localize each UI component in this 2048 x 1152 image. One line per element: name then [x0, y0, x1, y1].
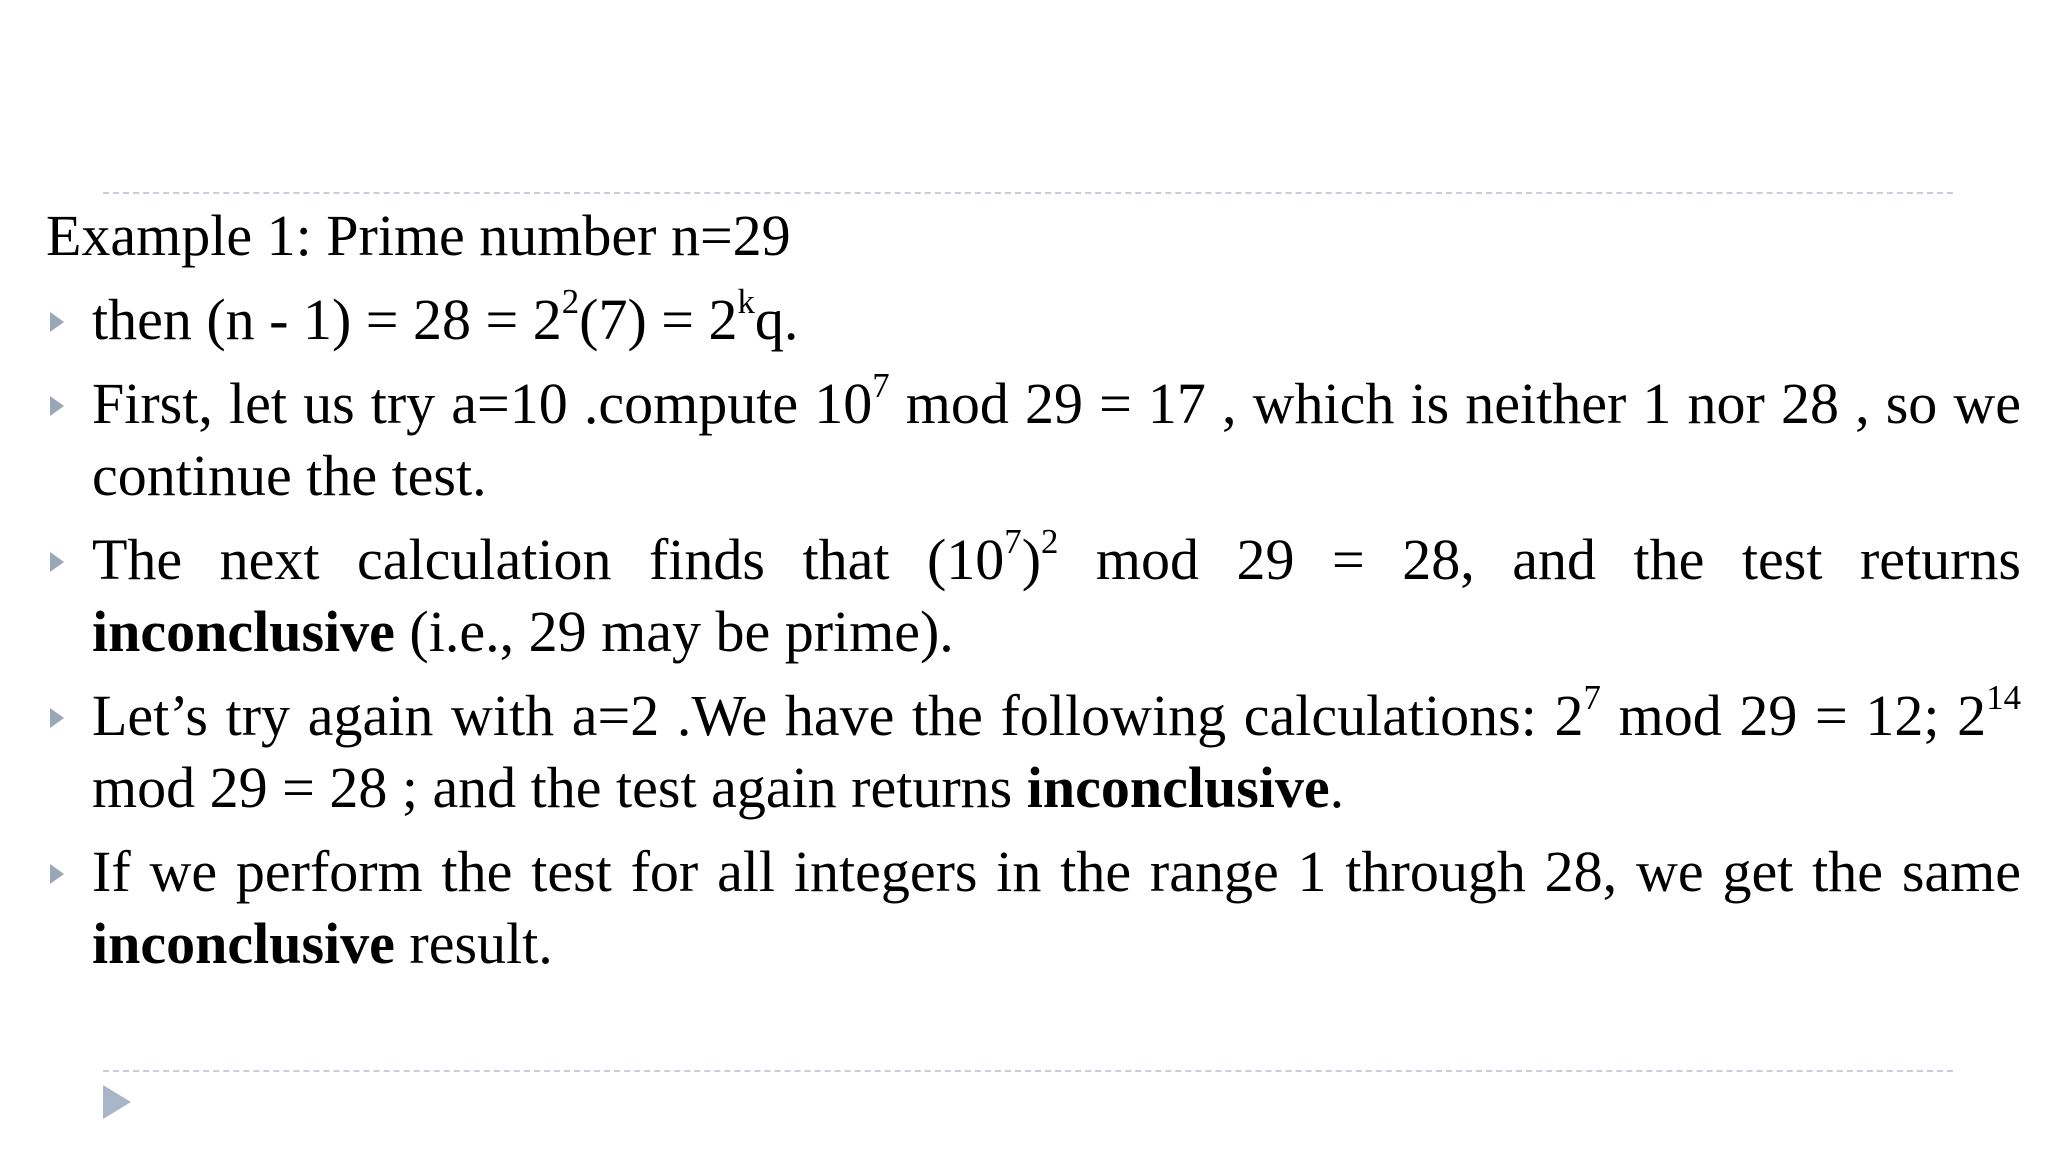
- bullet-text: If we perform the test for all integers in the range 1 through 28, we get the same inconclusive result.: [92, 839, 2021, 976]
- triangle-bullet-icon: [50, 552, 64, 572]
- triangle-bullet-icon: [50, 312, 64, 332]
- bottom-divider: [103, 1070, 1953, 1072]
- bullet-item-2: [46, 368, 2021, 512]
- bullet-text: Let’s try again with a=2 .We have the following calculations: $2^7$ mod 29 = 12; $2^{14}$ mod 29 = 28 ; and the test again returns inconclusive.: [92, 678, 2021, 820]
- bullet-text: then $(n - 1) = 28 = 2^2(7) = 2^kq$.: [92, 282, 799, 352]
- slide-body: [46, 200, 2021, 992]
- bullet-item-4: [46, 680, 2021, 824]
- top-divider: [103, 192, 1953, 194]
- next-slide-icon[interactable]: [103, 1085, 131, 1119]
- triangle-bullet-icon: [50, 864, 64, 884]
- bullet-item-1: [46, 284, 2021, 356]
- bullet-text: First, let us try a=10 .compute $10^7$ mod 29 = 17 , which is neither 1 nor 28 , so we continue the test.: [92, 366, 2022, 508]
- bullet-item-5: [46, 836, 2021, 980]
- bullet-text: The next calculation finds that $(10^7)^2$ mod 29 = 28, and the test returns inconclusive (i.e., 29 may be prime).: [92, 522, 2021, 664]
- bullet-item-3: [46, 524, 2021, 668]
- triangle-bullet-icon: [50, 708, 64, 728]
- example-heading: Example 1: Prime number n=29: [46, 203, 791, 268]
- triangle-bullet-icon: [50, 396, 64, 416]
